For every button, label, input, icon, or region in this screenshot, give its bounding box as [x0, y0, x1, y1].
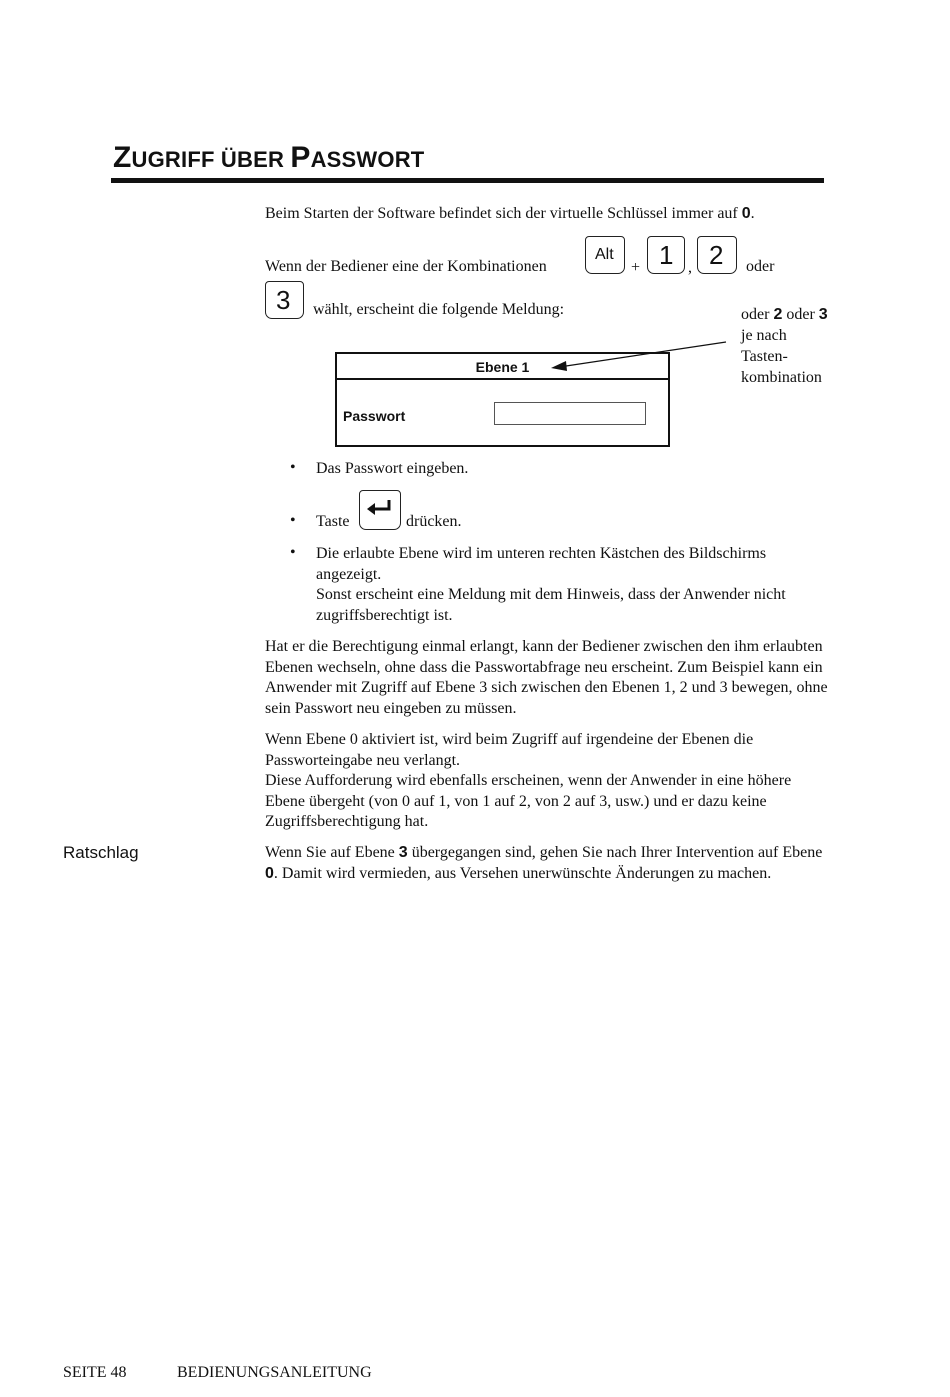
combo-oder: oder — [746, 258, 775, 275]
step-level-shown: Die erlaubte Ebene wird im unteren rechten Kästchen des Bildschirms angezeigt. Sonst erscheint eine Meldung mit dem Hinweis, dass der Anwender nicht zugriffsberechtigt ist. — [316, 545, 786, 624]
intro-paragraph: Beim Starten der Software befindet sich der virtuelle Schlüssel immer auf 0. — [265, 205, 755, 222]
combo-text: Wenn der Bediener eine der Kombinationen — [265, 258, 547, 275]
page-number: SEITE 48 — [63, 1364, 127, 1381]
document-name: BEDIENUNGSANLEITUNG — [177, 1364, 372, 1381]
enter-key-icon — [359, 490, 401, 530]
key-1-icon: 1 — [647, 236, 685, 274]
key-3-icon: 3 — [265, 281, 304, 319]
page-title: ZUGRIFF ÜBER PASSWORT — [113, 141, 425, 174]
combination-note: oder 2 oder 3 je nach Tasten- kombination — [741, 306, 828, 386]
step-press-key-post: drücken. — [406, 513, 462, 530]
step-enter-password: Das Passwort eingeben. — [316, 460, 469, 477]
combo-result-text: wählt, erscheint die folgende Meldung: — [313, 301, 565, 318]
key-2-icon: 2 — [697, 236, 737, 274]
bullet-marker: • — [290, 512, 296, 529]
password-label: Passwort — [343, 408, 406, 424]
step-press-key-pre: Taste — [316, 513, 350, 530]
paragraph-level-zero: Wenn Ebene 0 aktiviert ist, wird beim Zugriff auf irgendeine der Ebenen die Passworteingabe neu verlangt. Diese Aufforderung wird ebenfalls erscheinen, wenn der Anwender in eine höhere Ebene übergeht (von 0 auf 1, von 1 auf 2, von 2 auf 3, usw.) und er dazu keine Zugriffsberechtigung hat. — [265, 731, 792, 831]
plus-sign: + — [631, 259, 641, 276]
advice-label: Ratschlag — [63, 843, 139, 862]
alt-key-icon: Alt — [585, 236, 625, 274]
comma: , — [688, 259, 692, 276]
paragraph-permission: Hat er die Berechtigung einmal erlangt, kann der Bediener zwischen den ihm erlaubten Ebenen wechseln, ohne dass die Passwortabfrage neu erscheint. Zum Beispiel kann ein Anwender mit Zugriff auf Ebene 3 sich zwischen den Ebenen 1, 2 und 3 bewegen, ohne sein Passwort neu eingeben zu müssen. — [265, 638, 828, 717]
bullet-marker: • — [290, 544, 296, 561]
dialog-title: Ebene 1 — [337, 354, 668, 380]
bullet-marker: • — [290, 459, 296, 476]
advice-paragraph: Wenn Sie auf Ebene 3 übergegangen sind, gehen Sie nach Ihrer Intervention auf Ebene 0. Damit wird vermieden, aus Versehen unerwünschte Änderungen zu machen. — [265, 844, 823, 882]
